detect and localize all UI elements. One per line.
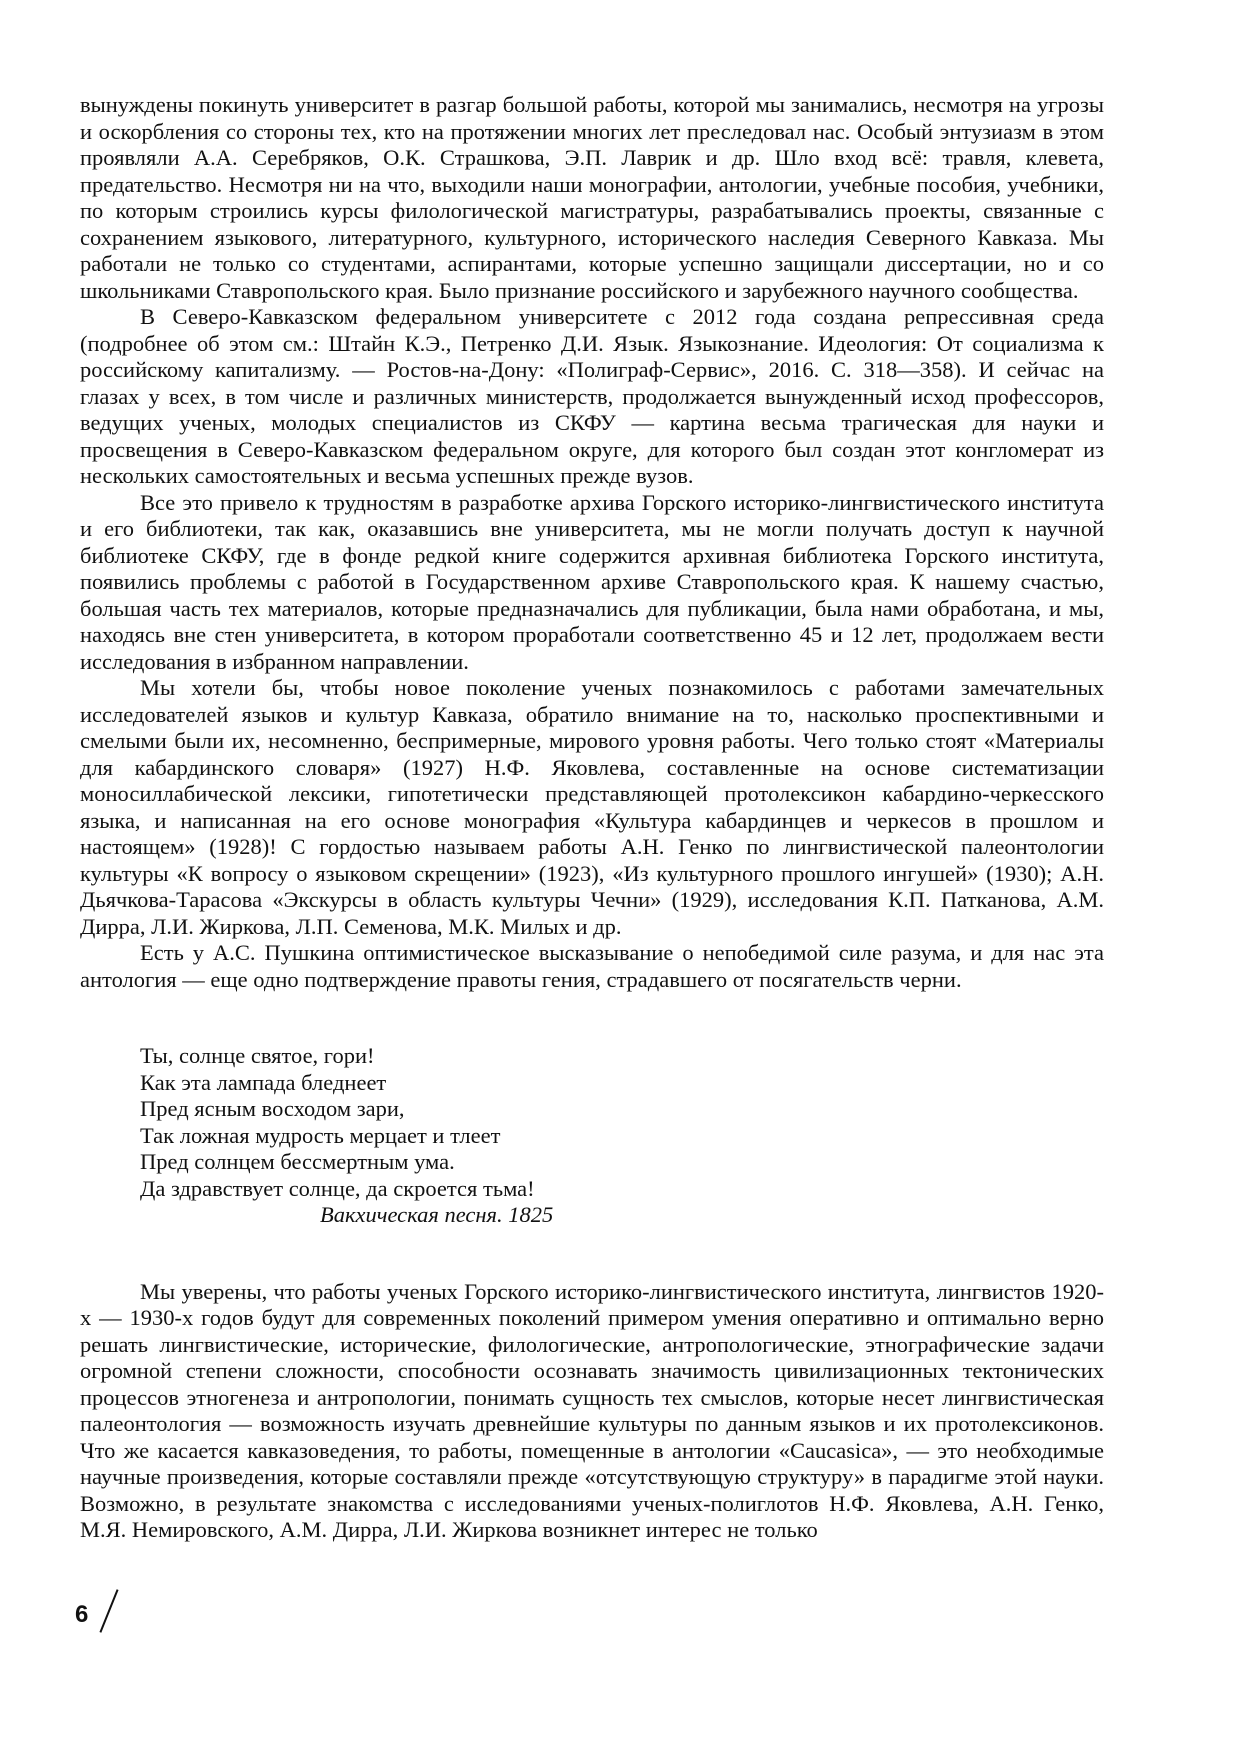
poem-line: Да здравствует солнце, да скроется тьма! bbox=[140, 1175, 535, 1201]
closing-paragraph: Мы уверены, что работы ученых Горского историко-лингвистического института, лингвистов 1920-х — 1930-х годов будут для современных поколений примером умения оперативно и оптимально верно решать лингвистические, исторические, филологические, антропологические, этнографические задачи огромной степени сложности, способности осознавать значимость цивилизационных тектонических процессов этногенеза и антропологии, понимать сущность тех смыслов, которые несет лингвистическая палеонтология — возможность изучать древнейшие культуры по данным языков и их протолексиконов. Что же касается кавказоведения, то работы, помещенные в антологии «Caucasica», — это необходимые научные произведения, которые составляли прежде «отсутствующую структуру» в парадигме этой науки. Возможно, в результате знакомства с исследованиями ученых-полиглотов Н.Ф. Яковлева, А.Н. Генко, М.Я. Немировского, А.М. Дирра, Л.И. Жиркова возникнет интерес не только bbox=[80, 1278, 1104, 1542]
poem-line: Пред солнцем бессмертным ума. bbox=[140, 1149, 455, 1174]
paragraph-4: Мы хотели бы, чтобы новое поколение ученых познакомилось с работами замечательных исследователей языков и культур Кавказа, обратило внимание на то, насколько проспективными и смелыми были их, несомненно, беспримерные, мирового уровня работы. Чего только стоят «Материалы для кабардинского словаря» (1927) Н.Ф. Яковлева, составленные на основе систематизации моносиллабической лексики, гипотетически представляющей протолексикон кабардино-черкесского языка, и написанная на его основе монография «Культура кабардинцев и черкесов в прошлом и настоящем» (1928)! С гордостью называем работы А.Н. Генко по лингвистической палеонтологии культуры «К вопросу о языковом скрещении» (1923), «Из культурного прошлого ингушей» (1930); А.Н. Дьячкова-Тарасова «Экскурсы в область культуры Чечни» (1929), исследования К.П. Патканова, А.М. Дирра, Л.И. Жиркова, Л.П. Семенова, М.К. Милых и др. bbox=[80, 675, 1104, 939]
page-number: 6 bbox=[75, 1601, 89, 1628]
poem-line: Ты, солнце святое, гори! bbox=[140, 1043, 375, 1068]
poem-caption: Вакхическая песня. 1825 bbox=[320, 1202, 554, 1227]
paragraph-2: В Северо-Кавказском федеральном университете с 2012 года создана репрессивная среда (подробнее об этом см.: Штайн К.Э., Петренко Д.И. Язык. Языкознание. Идеология: От социализма к российскому капитализму. — Ростов-на-Дону: «Полиграф-Сервис», 2016. С. 318—358). И сейчас на глазах у всех, в том числе и различных министерств, продолжается вынужденный исход профессоров, ведущих ученых, молодых специалистов из СКФУ — картина весьма трагическая для науки и просвещения в Северо-Кавказском федеральном округе, для которого был создан этот конгломерат из нескольких самостоятельных и весьма успешных прежде вузов. bbox=[80, 304, 1104, 488]
paragraph-5: Есть у А.С. Пушкина оптимистическое высказывание о непобедимой силе разума, и для нас эта антология — еще одно подтверждение правоты гения, страдавшего от посягательств черни. bbox=[80, 940, 1104, 992]
paragraph-1: вынуждены покинуть университет в разгар большой работы, которой мы занимались, несмотря на угрозы и оскорбления со стороны тех, кто на протяжении многих лет преследовал нас. Особый энтузиазм в этом проявляли А.А. Серебряков, О.К. Страшкова, Э.П. Лаврик и др. Шло вход всё: травля, клевета, предательство. Несмотря ни на что, выходили наши монографии, антологии, учебные пособия, учебники, по которым строились курсы филологической магистратуры, разрабатывались проекты, связанные с сохранением языкового, литературного, культурного, исторического наследия Северного Кавказа. Мы работали не только со студентами, аспирантами, которые успешно защищали диссертации, но и со школьниками Ставропольского края. Было признание российского и зарубежного научного сообщества. bbox=[80, 92, 1104, 303]
poem-line: Как эта лампада бледнеет bbox=[140, 1069, 387, 1095]
paragraph-3: Все это привело к трудностям в разработке архива Горского историко-лингвистического института и его библиотеки, так как, оказавшись вне университета, мы не могли получать доступ к научной библиотеке СКФУ, где в фонде редкой книге содержится архивная библиотека Горского института, появились проблемы с работой в Государственном архиве Ставропольского края. К нашему счастью, большая часть тех материалов, которые предназначались для публикации, была нами обработана, и мы, находясь вне стен университета, в котором проработали соответственно 45 и 12 лет, продолжаем вести исследования в избранном направлении. bbox=[80, 489, 1104, 674]
poem-quote bbox=[140, 1043, 1104, 1229]
page-number-slash bbox=[99, 1589, 118, 1632]
page-body bbox=[80, 92, 1104, 1544]
poem-line: Пред ясным восходом зари, bbox=[140, 1096, 405, 1121]
poem-line: Так ложная мудрость мерцает и тлеет bbox=[140, 1122, 501, 1148]
